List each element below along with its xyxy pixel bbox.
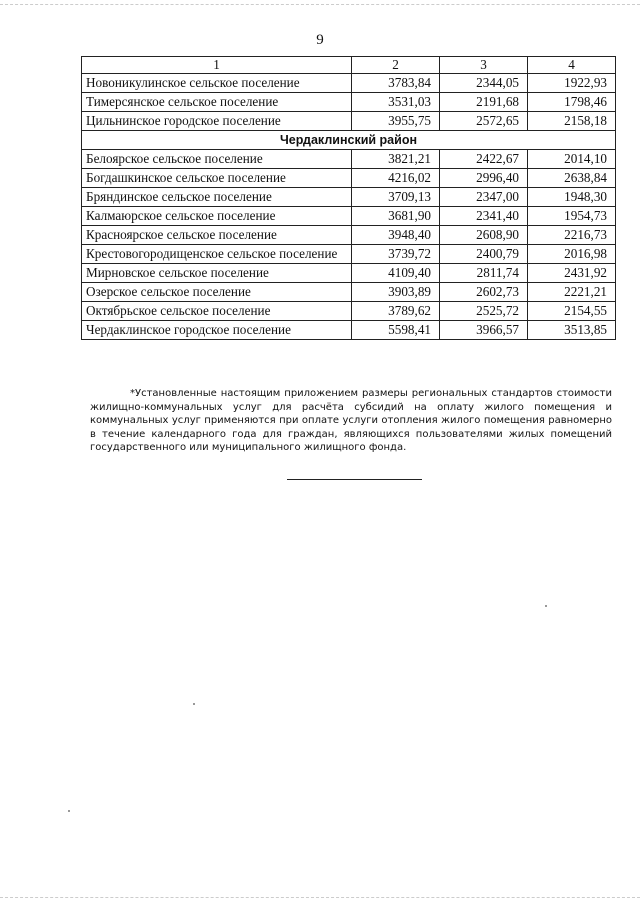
value-col-2: 3821,21 [352,150,440,169]
settlement-name: Новоникулинское сельское поселение [82,74,352,93]
value-col-3: 2602,73 [440,283,528,302]
value-col-2: 3681,90 [352,207,440,226]
settlement-name: Тимерсянское сельское поселение [82,93,352,112]
page-number: 9 [316,32,324,48]
value-col-3: 2811,74 [440,264,528,283]
table-row [82,283,616,302]
value-col-3: 2996,40 [440,169,528,188]
settlement-name: Бряндинское сельское поселение [82,188,352,207]
settlement-name: Красноярское сельское поселение [82,226,352,245]
settlement-name: Калмаюрское сельское поселение [82,207,352,226]
value-col-2: 3709,13 [352,188,440,207]
table-row [82,112,616,131]
value-col-3: 2341,40 [440,207,528,226]
value-col-3: 2400,79 [440,245,528,264]
value-col-4: 2221,21 [528,283,616,302]
value-col-4: 2014,10 [528,150,616,169]
value-col-2: 4109,40 [352,264,440,283]
value-col-2: 3955,75 [352,112,440,131]
value-col-4: 3513,85 [528,321,616,340]
value-col-4: 1948,30 [528,188,616,207]
value-col-4: 2158,18 [528,112,616,131]
value-col-3: 2347,00 [440,188,528,207]
scan-edge-bottom [0,897,640,898]
column-header: 3 [440,57,528,74]
column-number-row [82,57,616,74]
value-col-2: 4216,02 [352,169,440,188]
table-row [82,74,616,93]
value-col-2: 3789,62 [352,302,440,321]
settlement-name: Богдашкинское сельское поселение [82,169,352,188]
value-col-4: 2431,92 [528,264,616,283]
scan-speck [193,703,195,705]
value-col-3: 3966,57 [440,321,528,340]
district-name: Чердаклинский район [82,131,616,150]
settlement-name: Октябрьское сельское поселение [82,302,352,321]
district-section-row [82,131,616,150]
table-row [82,321,616,340]
value-col-4: 1922,93 [528,74,616,93]
settlement-name: Белоярское сельское поселение [82,150,352,169]
value-col-2: 5598,41 [352,321,440,340]
settlement-name: Цильнинское городское поселение [82,112,352,131]
value-col-4: 2216,73 [528,226,616,245]
value-col-3: 2344,05 [440,74,528,93]
scan-speck [545,605,547,607]
column-header: 2 [352,57,440,74]
value-col-4: 1954,73 [528,207,616,226]
value-col-3: 2191,68 [440,93,528,112]
table-row [82,207,616,226]
scan-edge-top [0,4,640,5]
value-col-4: 2638,84 [528,169,616,188]
value-col-4: 2016,98 [528,245,616,264]
value-col-2: 3739,72 [352,245,440,264]
value-col-4: 1798,46 [528,93,616,112]
value-col-2: 3903,89 [352,283,440,302]
table-row [82,302,616,321]
table-row [82,169,616,188]
table-row [82,93,616,112]
value-col-2: 3948,40 [352,226,440,245]
column-header: 1 [82,57,352,74]
cost-standards-table [81,56,616,340]
value-col-3: 2525,72 [440,302,528,321]
table-row [82,150,616,169]
value-col-3: 2422,67 [440,150,528,169]
signature-line [287,479,422,480]
table-row [82,264,616,283]
table-row [82,188,616,207]
value-col-2: 3531,03 [352,93,440,112]
value-col-3: 2608,90 [440,226,528,245]
value-col-4: 2154,55 [528,302,616,321]
footnote: *Установленные настоящим приложением размеры региональных стандартов стоимости жилищно-коммунальных услуг для расчёта субсидий на оплату жилого помещения и коммунальных услуг применяются при оплате услуги отопления жилого помещения равномерно в течение календарного года для граждан, являющихся пользователями жилых помещений государственного или муниципального жилищного фонда. [90,388,612,453]
scan-speck [68,810,70,812]
table-row [82,245,616,264]
value-col-3: 2572,65 [440,112,528,131]
value-col-2: 3783,84 [352,74,440,93]
settlement-name: Мирновское сельское поселение [82,264,352,283]
column-header: 4 [528,57,616,74]
settlement-name: Озерское сельское поселение [82,283,352,302]
settlement-name: Крестовогородищенское сельское поселение [82,245,352,264]
table-row [82,226,616,245]
settlement-name: Чердаклинское городское поселение [82,321,352,340]
